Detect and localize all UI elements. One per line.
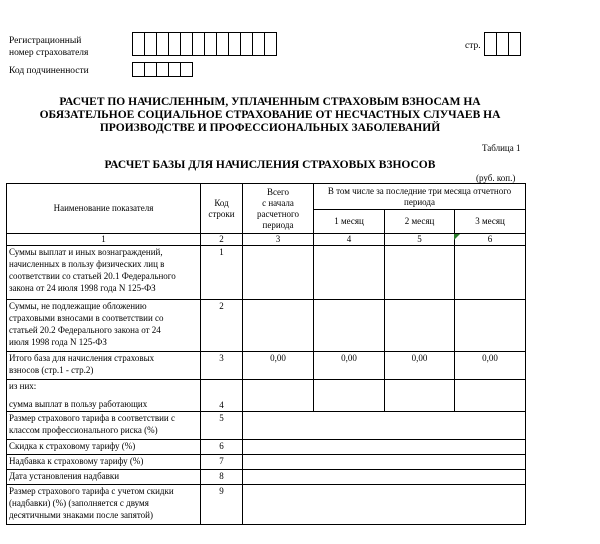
header-name: Наименование показателя [7, 184, 201, 234]
table-row: Дата установления надбавки 8 [7, 470, 526, 485]
total-value[interactable]: 0,00 [243, 352, 314, 380]
column-numbers-row: 1 2 3 4 5 6 [7, 234, 526, 246]
section-title: РАСЧЕТ БАЗЫ ДЛЯ НАЧИСЛЕНИЯ СТРАХОВЫХ ВЗНОСОВ [104, 159, 436, 171]
table-row: Размер страхового тарифа в соответствии с классом профессионального риска (%) 5 [7, 412, 526, 440]
month-2-value[interactable]: 0,00 [385, 352, 455, 380]
table-row: из них: сумма выплат в пользу работающих 4 [7, 380, 526, 412]
base-calculation-table [6, 183, 526, 525]
form-title: РАСЧЕТ ПО НАЧИСЛЕННЫМ, УПЛАЧЕННЫМ СТРАХОВЫМ ВЗНОСАМ НА ОБЯЗАТЕЛЬНОЕ СОЦИАЛЬНОЕ СТРАХОВАНИЕ ОТ НЕСЧАСТНЫХ СЛУЧАЕВ НА ПРОИЗВОДСТВЕ И ПРОФЕССИОНАЛЬНЫХ ЗАБОЛЕВАНИЙ [39, 96, 501, 134]
page-label: стр. [465, 41, 481, 51]
header-month-1: 1 месяц [314, 210, 385, 234]
reg-number-label: Регистрационный номер страхователя [9, 36, 89, 58]
table-row: Суммы, не подлежащие обложению страховыми взносами в соответствии со статьей 20.2 Федерального закона от 24 июля 1998 года N 125-ФЗ 2 [7, 300, 526, 352]
header-code: Код строки [201, 184, 243, 234]
reg-number-boxes[interactable] [132, 32, 276, 56]
units-label: (руб. коп.) [476, 173, 516, 183]
page-number-boxes[interactable] [484, 32, 520, 56]
subordination-code-label: Код подчиненности [9, 66, 89, 76]
table-row: Суммы выплат и иных вознаграждений, начисленных в пользу физических лиц в соответствии со статьей 20.1 Федерального закона от 24 июля 1998 года N 125-ФЗ 1 [7, 246, 526, 300]
header-month-3: 3 месяц [455, 210, 526, 234]
subordination-code-boxes[interactable] [132, 62, 192, 77]
header-month-2: 2 месяц [385, 210, 455, 234]
comment-marker-icon [454, 234, 460, 240]
table-row: Итого база для начисления страховых взносов (стр.1 - стр.2) 3 0,00 0,00 0,00 0,00 [7, 352, 526, 380]
table-row: Размер страхового тарифа с учетом скидки (надбавки) (%) (заполняется с двумя десятичными знаками после запятой) 9 [7, 485, 526, 525]
table-row: Надбавка к страховому тарифу (%) 7 [7, 455, 526, 470]
month-1-value[interactable]: 0,00 [314, 352, 385, 380]
header-last-three-months: В том числе за последние три месяца отчетного периода [314, 184, 526, 210]
header-total: Всего с начала расчетного периода [243, 184, 314, 234]
table-number: Таблица 1 [482, 143, 521, 153]
table-row: Скидка к страховому тарифу (%) 6 [7, 440, 526, 455]
month-3-value[interactable]: 0,00 [455, 352, 526, 380]
